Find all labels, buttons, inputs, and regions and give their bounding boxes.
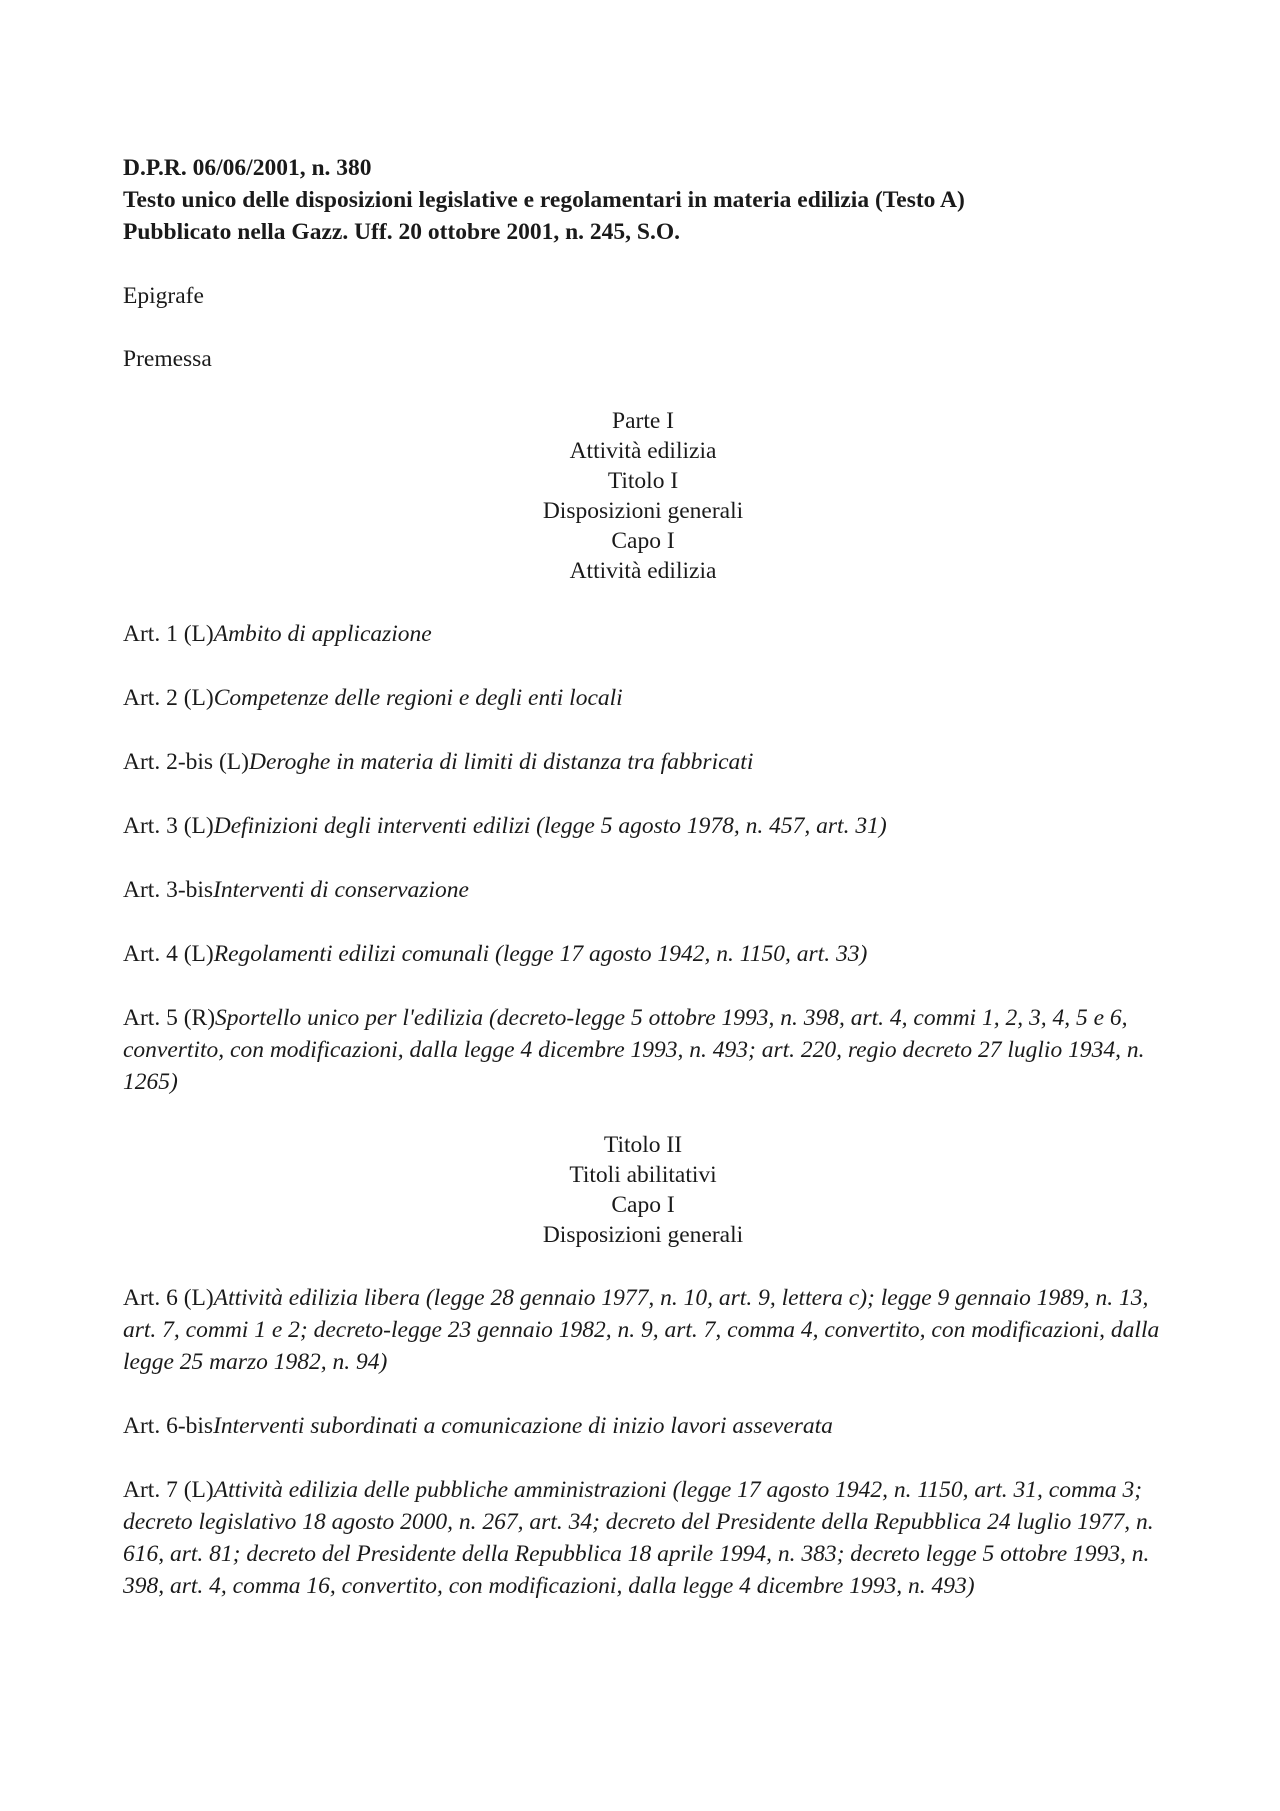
article-title: Definizioni degli interventi edilizi (legge 5 agosto 1978, n. 457, art. 31) xyxy=(213,813,887,839)
article-label: Art. 6 (L) xyxy=(123,1285,214,1311)
link-premessa[interactable]: Premessa xyxy=(123,346,212,372)
article-item[interactable] xyxy=(123,746,1163,778)
article-item[interactable] xyxy=(123,1002,1163,1098)
article-title: Regolamenti edilizi comunali (legge 17 agosto 1942, n. 1150, art. 33) xyxy=(213,941,868,967)
article-label: Art. 4 (L) xyxy=(123,941,214,967)
article-title: Interventi subordinati a comunicazione di inizio lavori asseverata xyxy=(213,1413,833,1439)
capo-name: Disposizioni generali xyxy=(542,1222,744,1248)
publication-info: Pubblicato nella Gazz. Uff. 20 ottobre 2001, n. 245, S.O. xyxy=(123,219,681,245)
article-title: Sportello unico per l'edilizia (decreto-legge 5 ottobre 1993, n. 398, art. 4, commi 1, 2, 3, 4, 5 e 6, convertito, con modificazioni, dalla legge 4 dicembre 1993, n. 493; art. 220, regio decreto 27 luglio 1934, n. 1265) xyxy=(123,1005,1145,1095)
article-title: Competenze delle regioni e degli enti locali xyxy=(213,685,623,711)
article-label: Art. 7 (L) xyxy=(123,1477,214,1503)
article-title: Attività edilizia delle pubbliche amministrazioni (legge 17 agosto 1942, n. 1150, art. 31, comma 3; decreto legislativo 18 agosto 2000, n. 267, art. 34; decreto del Presidente della Repubblica 24 luglio 1977, n. 616, art. 81; decreto del Presidente della Repubblica 18 aprile 1994, n. 383; decreto legge 5 ottobre 1993, n. 398, art. 4, comma 16, convertito, con modificazioni, dalla legge 4 dicembre 1993, n. 493) xyxy=(123,1477,1154,1599)
titolo-name: Titoli abilitativi xyxy=(569,1162,717,1188)
parte-name: Attività edilizia xyxy=(569,438,717,464)
article-title: Deroghe in materia di limiti di distanza tra fabbricati xyxy=(248,749,754,775)
article-label: Art. 2 (L) xyxy=(123,685,214,711)
article-item[interactable] xyxy=(123,618,1163,650)
titolo-label: Titolo II xyxy=(603,1132,683,1158)
link-epigrafe[interactable]: Epigrafe xyxy=(123,283,204,309)
capo-label: Capo I xyxy=(611,528,675,554)
article-item[interactable] xyxy=(123,682,1163,714)
article-label: Art. 1 (L) xyxy=(123,621,214,647)
article-label: Art. 5 (R) xyxy=(123,1005,216,1031)
parte-label: Parte I xyxy=(612,408,674,434)
capo-label: Capo I xyxy=(611,1192,675,1218)
section-heading-titolo-2 xyxy=(123,1130,1163,1250)
article-list-2 xyxy=(123,1282,1163,1602)
article-title: Attività edilizia libera (legge 28 gennaio 1977, n. 10, art. 9, lettera c); legge 9 gennaio 1989, n. 13, art. 7, commi 1 e 2; decreto-legge 23 gennaio 1982, n. 9, art. 7, comma 4, convertito, con modificazioni, dalla legge 25 marzo 1982, n. 94) xyxy=(123,1285,1160,1375)
document-content xyxy=(123,152,1163,1634)
decree-title: Testo unico delle disposizioni legislative e regolamentari in materia edilizia (Testo A) xyxy=(123,187,965,213)
document-header xyxy=(123,152,1163,248)
article-label: Art. 6-bis xyxy=(123,1413,214,1439)
article-item[interactable] xyxy=(123,810,1163,842)
article-label: Art. 3-bis xyxy=(123,877,214,903)
article-label: Art. 3 (L) xyxy=(123,813,214,839)
article-list-1 xyxy=(123,618,1163,1098)
article-item[interactable] xyxy=(123,1410,1163,1442)
article-item[interactable] xyxy=(123,1282,1163,1378)
titolo-label: Titolo I xyxy=(607,468,679,494)
article-label: Art. 2-bis (L) xyxy=(123,749,249,775)
spacer xyxy=(123,248,1163,280)
capo-name: Attività edilizia xyxy=(569,558,717,584)
article-title: Interventi di conservazione xyxy=(213,877,469,903)
article-item[interactable] xyxy=(123,874,1163,906)
article-item[interactable] xyxy=(123,938,1163,970)
decree-reference: D.P.R. 06/06/2001, n. 380 xyxy=(123,155,372,181)
titolo-name: Disposizioni generali xyxy=(542,498,744,524)
article-item[interactable] xyxy=(123,1474,1163,1602)
article-title: Ambito di applicazione xyxy=(213,621,432,647)
section-heading-parte-1 xyxy=(123,406,1163,586)
